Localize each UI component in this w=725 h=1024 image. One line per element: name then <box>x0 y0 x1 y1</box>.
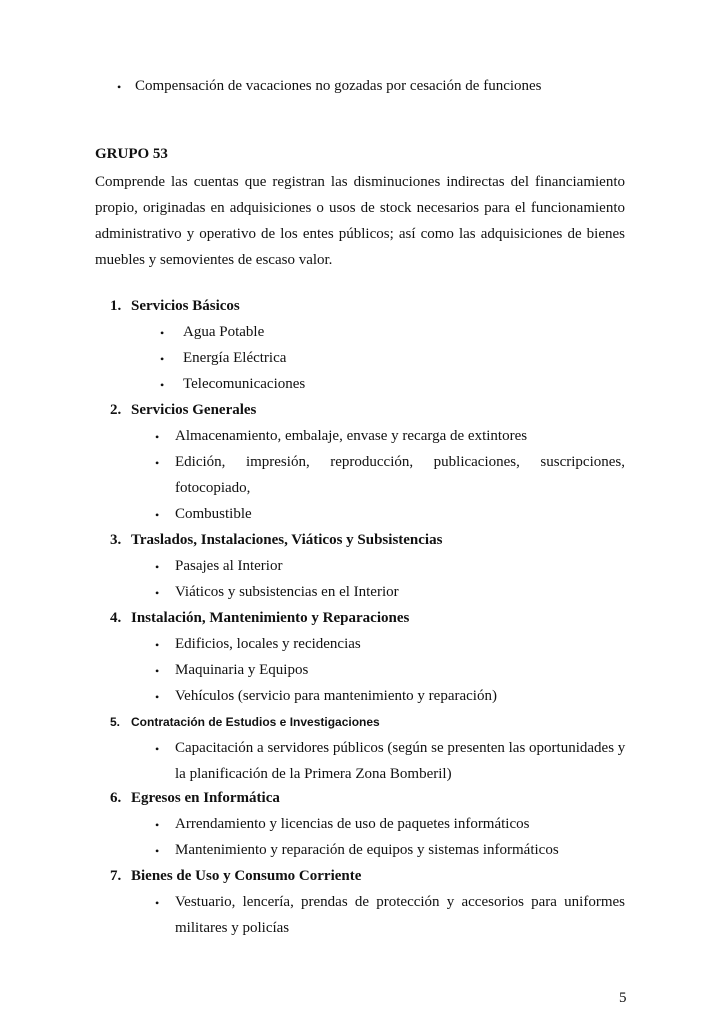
section-number: 1. <box>110 298 122 314</box>
list-item: Telecomunicaciones <box>183 376 306 392</box>
list-item: Combustible <box>175 506 252 522</box>
section-number: 6. <box>110 790 122 806</box>
group-title: GRUPO 53 <box>95 146 168 162</box>
section-number: 4. <box>110 610 122 626</box>
section-title: Servicios Básicos <box>131 298 240 314</box>
section-number: 2. <box>110 402 122 418</box>
section-number: 3. <box>110 532 122 548</box>
bullet-icon: • <box>155 508 160 522</box>
bullet-icon: • <box>160 352 165 366</box>
list-item: Agua Potable <box>183 324 265 340</box>
bullet-icon: • <box>117 80 122 94</box>
list-item-continuation: fotocopiado, <box>175 480 251 496</box>
bullet-icon: • <box>155 844 160 858</box>
list-item: Edificios, locales y recidencias <box>175 636 361 652</box>
group-description: Comprende las cuentas que registran las disminuciones indirectas del financiamiento propio, originadas en adquisiciones o usos de stock necesarios para el funcionamiento administrativo y operativo de los entes públicos; así como las adquisiciones de bienes muebles y semovientes de escaso valor. <box>95 174 625 268</box>
list-item: Almacenamiento, embalaje, envase y recarga de extintores <box>175 428 528 444</box>
bullet-icon: • <box>155 896 160 910</box>
section-title: Instalación, Mantenimiento y Reparaciones <box>131 610 410 626</box>
list-item-continuation: la planificación de la Primera Zona Bomberil) <box>175 766 452 782</box>
bullet-icon: • <box>155 818 160 832</box>
bullet-icon: • <box>155 664 160 678</box>
page-number: 5 <box>619 990 627 1006</box>
section-number: 5. <box>110 715 121 729</box>
bullet-icon: • <box>160 378 165 392</box>
list-item: Capacitación a servidores públicos (según se presenten las oportunidades y <box>175 740 626 756</box>
list-item: Maquinaria y Equipos <box>175 662 309 678</box>
list-item: Energía Eléctrica <box>183 350 287 366</box>
list-item-continuation: militares y policías <box>175 920 290 936</box>
bullet-icon: • <box>160 326 165 340</box>
list-item: Viáticos y subsistencias en el Interior <box>175 584 399 600</box>
bullet-icon: • <box>155 456 160 470</box>
section-number: 7. <box>110 868 122 884</box>
list-item: Compensación de vacaciones no gozadas por cesación de funciones <box>135 78 542 94</box>
bullet-icon: • <box>155 638 160 652</box>
section-title: Traslados, Instalaciones, Viáticos y Subsistencias <box>131 532 443 548</box>
bullet-icon: • <box>155 742 160 756</box>
list-item: Mantenimiento y reparación de equipos y sistemas informáticos <box>175 842 559 858</box>
section-title: Egresos en Informática <box>131 790 280 806</box>
section-title: Servicios Generales <box>131 402 257 418</box>
bullet-icon: • <box>155 430 160 444</box>
list-item: Vestuario, lencería, prendas de protección y accesorios para uniformes <box>175 894 625 910</box>
list-item: Edición, impresión, reproducción, publicaciones, suscripciones, <box>175 454 625 470</box>
bullet-icon: • <box>155 586 160 600</box>
list-item: Arrendamiento y licencias de uso de paquetes informáticos <box>175 816 530 832</box>
bullet-icon: • <box>155 560 160 574</box>
list-item: Pasajes al Interior <box>175 558 283 574</box>
bullet-icon: • <box>155 690 160 704</box>
section-title: Bienes de Uso y Consumo Corriente <box>131 868 362 884</box>
section-title: Contratación de Estudios e Investigaciones <box>131 715 380 729</box>
list-item: Vehículos (servicio para mantenimiento y reparación) <box>175 688 497 704</box>
